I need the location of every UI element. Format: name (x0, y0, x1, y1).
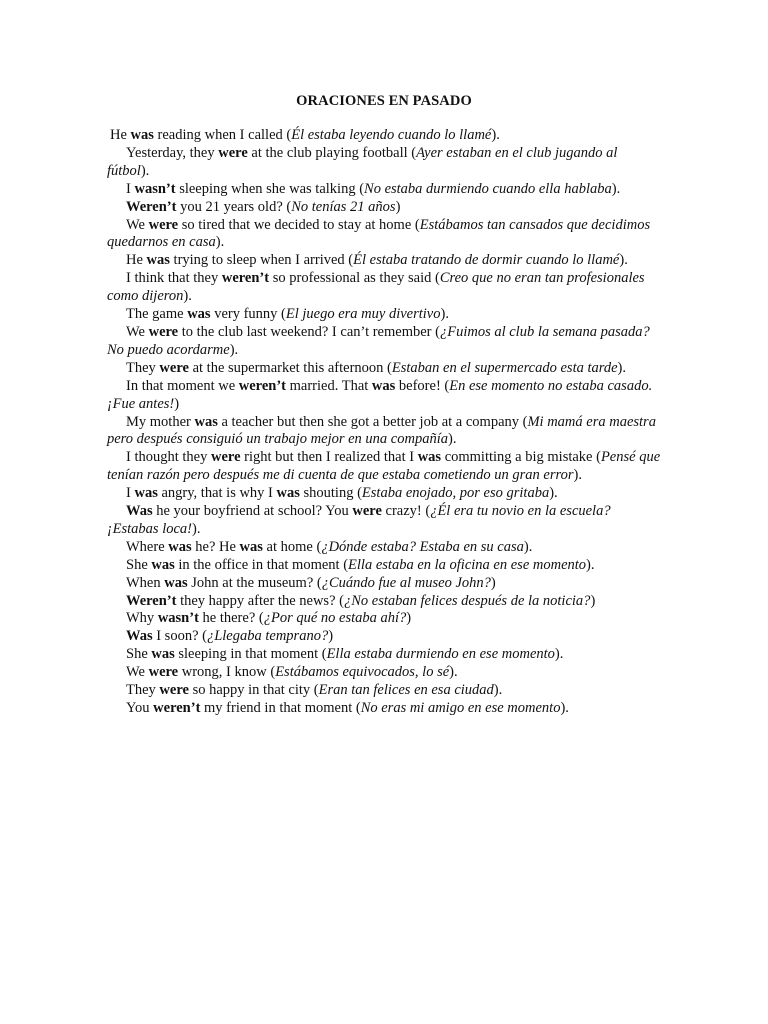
sentence (107, 593, 663, 611)
verb-bold: were (210, 449, 241, 466)
verb-bold: were (148, 216, 179, 233)
sentence (107, 503, 663, 539)
sentence-text: before! ( (395, 377, 450, 394)
verb-bold: Was (126, 628, 153, 645)
verb-bold: Weren’t (126, 198, 177, 215)
sentence-text: We (126, 664, 149, 681)
sentence (107, 646, 663, 664)
translation-italic: Él estaba tratando de dormir cuando lo llamé (353, 252, 620, 269)
sentence-text: They (126, 359, 160, 376)
sentence-text: ). (191, 520, 201, 537)
sentence-text: ). (611, 180, 621, 197)
sentence-text: they happy after the news? ( (176, 592, 344, 609)
sentence-text: very funny ( (210, 306, 286, 323)
sentence-text: Where (126, 538, 169, 555)
translation-italic: Creo que no eran tan profesionales como dijeron (107, 270, 645, 305)
sentence-text: ). (549, 485, 558, 502)
translation-italic: No eras mi amigo en ese momento (360, 700, 561, 716)
sentence-text: ). (449, 664, 458, 681)
sentence-text: at the club playing football ( (247, 144, 417, 161)
sentence-text: wrong, I know ( (178, 664, 276, 681)
sentence (107, 127, 663, 145)
verb-bold: was (146, 252, 170, 269)
sentence-text: I think that they (126, 270, 222, 287)
verb-bold: was (151, 646, 175, 663)
sentence-text: I thought they (126, 449, 211, 466)
sentence-list (107, 127, 663, 718)
translation-italic: En ese momento no estaba casado. ¡Fue antes! (107, 377, 653, 412)
sentence (107, 575, 663, 593)
sentence-text: He (110, 127, 131, 143)
sentence (107, 199, 663, 217)
verb-bold: was (164, 574, 188, 591)
sentence (107, 306, 663, 324)
sentence-text: ) (490, 574, 496, 591)
sentence (107, 485, 663, 503)
sentence-text: a teacher but then she got a better job at a company ( (217, 413, 528, 430)
translation-italic: Estábamos equivocados, lo sé (275, 664, 450, 681)
translation-italic: ¿Dónde estaba? Estaba en su casa (321, 538, 524, 555)
sentence-text: you 21 years old? ( (176, 198, 292, 215)
sentence-text: I soon? ( (152, 628, 207, 645)
sentence-text: She (126, 556, 152, 573)
sentence-text: ). (140, 162, 150, 179)
verb-bold: was (371, 377, 396, 394)
sentence (107, 610, 663, 628)
sentence (107, 145, 663, 181)
sentence-text: ). (619, 252, 628, 269)
verb-bold: was (194, 413, 218, 430)
sentence-text: to the club last weekend? I can’t remember ( (178, 323, 440, 340)
document-title: ORACIONES EN PASADO (296, 93, 472, 109)
sentence-text: reading when I called ( (153, 127, 292, 143)
translation-italic: Ella estaba durmiendo en ese momento (326, 646, 555, 663)
verb-bold: were (159, 682, 189, 699)
sentence-text: in the office in that moment ( (174, 556, 349, 573)
sentence-text: ) (328, 628, 334, 645)
sentence-text: ) (406, 610, 412, 627)
verb-bold: was (151, 556, 175, 573)
sentence-text: John at the museum? ( (187, 574, 322, 591)
translation-italic: ¿Fuimos al club la semana pasada? No puedo acordarme (107, 323, 650, 358)
sentence-text: ). (493, 682, 503, 699)
sentence (107, 378, 663, 414)
translation-italic: ¿No estaban felices después de la noticia? (343, 592, 591, 609)
verb-bold: weren’t (221, 270, 270, 287)
sentence-text: You (126, 700, 154, 716)
sentence (107, 270, 663, 306)
sentence-text: I (126, 180, 135, 197)
sentence-text: ). (491, 127, 500, 143)
verb-bold: Was (126, 503, 153, 520)
sentence-text: ). (183, 288, 192, 305)
verb-bold: Weren’t (126, 592, 177, 609)
translation-italic: ¿Él era tu novio en la escuela? ¡Estabas loca! (107, 503, 611, 537)
verb-bold: wasn’t (157, 610, 199, 627)
sentence-text: ) (174, 395, 180, 412)
verb-bold: weren’t (238, 377, 287, 394)
sentence-text: The game (126, 306, 188, 323)
sentence (107, 628, 663, 646)
sentence-text: Why (126, 610, 158, 627)
sentence-text: committing a big mistake ( (441, 449, 601, 466)
sentence-text: ). (586, 556, 595, 573)
sentence-text: In that moment we (126, 377, 239, 394)
sentence-text: ). (215, 234, 225, 251)
sentence (107, 252, 663, 270)
translation-italic: El juego era muy divertivo (285, 306, 441, 323)
sentence (107, 700, 663, 718)
sentence-text: ) (395, 198, 401, 215)
translation-italic: Ayer estaban en el club jugando al fútbol (107, 144, 618, 179)
translation-italic: Eran tan felices en esa ciudad (318, 682, 494, 699)
translation-italic: Mi mamá era maestra pero después consiguió un trabajo mejor en una compañía (107, 413, 656, 448)
sentence-text: They (126, 682, 160, 699)
translation-italic: Estábamos tan cansados que decidimos quedarnos en casa (107, 216, 651, 251)
sentence-text: he your boyfriend at school? You (152, 503, 353, 520)
translation-italic: Estaban en el supermercado esta tarde (391, 359, 618, 376)
sentence (107, 324, 663, 360)
sentence (107, 664, 663, 682)
sentence-text: sleeping in that moment ( (174, 646, 327, 663)
verb-bold: weren’t (153, 700, 201, 716)
verb-bold: was (134, 485, 158, 502)
sentence (107, 414, 663, 450)
sentence-text: he? He (191, 538, 240, 555)
sentence-text: crazy! ( (381, 503, 431, 520)
sentence-text: I (126, 485, 135, 502)
verb-bold: was (187, 306, 211, 323)
sentence-text: my friend in that moment ( (200, 700, 361, 716)
sentence-text: so tired that we decided to stay at home ( (178, 216, 420, 233)
sentence-text: at the supermarket this afternoon ( (188, 359, 392, 376)
sentence-text: trying to sleep when I arrived ( (169, 252, 354, 269)
sentence-text: When (126, 574, 165, 591)
translation-italic: ¿Llegaba temprano? (206, 628, 329, 645)
translation-italic: Pensé que tenían razón pero después me di cuenta de que estaba cometiendo un gran error (107, 449, 661, 484)
translation-italic: No estaba durmiendo cuando ella hablaba (364, 180, 612, 197)
sentence-text: ). (617, 359, 627, 376)
verb-bold: was (168, 538, 192, 555)
translation-italic: Ella estaba en la oficina en ese momento (348, 556, 587, 573)
sentence-text: so happy in that city ( (188, 682, 319, 699)
sentence-text: he there? ( (198, 610, 264, 627)
sentence-text: married. That (286, 377, 372, 394)
verb-bold: was (130, 127, 154, 143)
sentence-text: ). (560, 700, 569, 716)
sentence-text: ) (590, 592, 596, 609)
sentence (107, 181, 663, 199)
verb-bold: were (159, 359, 189, 376)
sentence-text: at home ( (262, 538, 322, 555)
verb-bold: was (239, 538, 263, 555)
sentence (107, 360, 663, 378)
sentence (107, 449, 663, 485)
sentence (107, 557, 663, 575)
verb-bold: was (276, 485, 300, 502)
verb-bold: were (352, 503, 382, 520)
sentence-text: My mother (126, 413, 195, 430)
translation-italic: No tenías 21 años (291, 198, 396, 215)
sentence-text: Yesterday, they (126, 144, 219, 161)
sentence-text: ). (229, 341, 239, 358)
verb-bold: were (148, 664, 179, 681)
sentence-text: ). (440, 306, 449, 323)
sentence-text: She (126, 646, 152, 663)
sentence-text: We (126, 216, 149, 233)
translation-italic: Él estaba leyendo cuando lo llamé (291, 127, 492, 143)
sentence-text: shouting ( (299, 485, 362, 502)
sentence-text: so professional as they said ( (269, 270, 440, 287)
sentence-text: We (126, 323, 149, 340)
sentence (107, 682, 663, 700)
sentence-text: ). (447, 431, 457, 448)
sentence-text: right but then I realized that I (240, 449, 418, 466)
translation-italic: ¿Cuándo fue al museo John? (321, 574, 491, 591)
translation-italic: Estaba enojado, por eso gritaba (361, 485, 550, 502)
sentence (107, 217, 663, 253)
verb-bold: was (417, 449, 442, 466)
sentence-text: ). (554, 646, 564, 663)
sentence-text: angry, that is why I (157, 485, 277, 502)
verb-bold: were (148, 323, 179, 340)
sentence (107, 539, 663, 557)
sentence-text: ). (573, 467, 582, 484)
verb-bold: were (218, 144, 248, 161)
sentence-text: He (126, 252, 147, 269)
sentence-text: ). (523, 538, 533, 555)
verb-bold: wasn’t (134, 180, 176, 197)
sentence-text: sleeping when she was talking ( (175, 180, 365, 197)
translation-italic: ¿Por qué no estaba ahí? (263, 610, 407, 627)
